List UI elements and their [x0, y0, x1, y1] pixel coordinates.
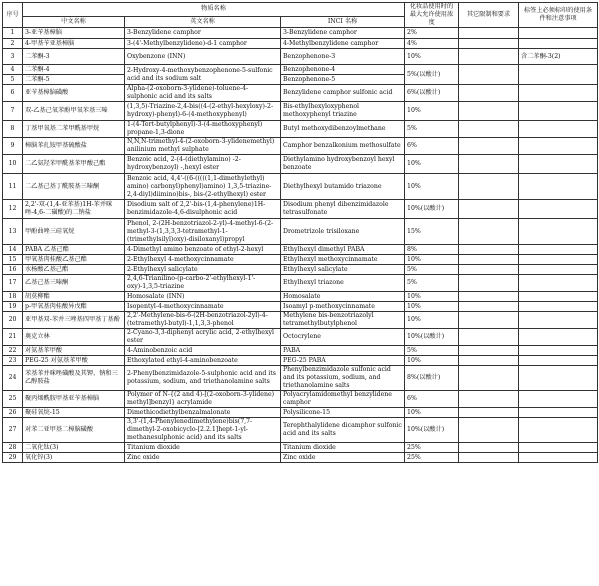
table-row: [3, 302, 598, 312]
cell-other: [459, 49, 519, 65]
cell-label: [519, 155, 598, 174]
cell-label: [519, 292, 598, 302]
cell-inci: Benzophenone-3: [281, 49, 405, 65]
cell-label: [519, 255, 598, 265]
header-cn: 中文名称: [23, 16, 125, 27]
cell-other: [459, 453, 519, 463]
cell-cn: PEG-25 对氨基苯甲酸: [23, 356, 125, 366]
cell-label: [519, 39, 598, 49]
table-row: [3, 28, 598, 39]
cell-n: 23: [3, 356, 23, 366]
cell-other: [459, 255, 519, 265]
cell-label: [519, 265, 598, 275]
cell-en: 4-Dimethyl amino benzoate of ethyl-2-hexyl: [125, 245, 281, 255]
cell-cn: PABA 乙基己酯: [23, 245, 125, 255]
cell-max: 5%: [405, 121, 459, 138]
cell-cn: 4-甲基苄亚基樟脑: [23, 39, 125, 49]
cell-n: 8: [3, 121, 23, 138]
cell-en: Zinc oxide: [125, 453, 281, 463]
cell-cn: 甲酚曲唑三硅氧烷: [23, 219, 125, 245]
cell-cn: 2,2'-双-(1,4-亚苯基)1H-苯并咪唑-4,6-二磺酸)的二钠盐: [23, 200, 125, 219]
cell-label: [519, 443, 598, 453]
table-row: [3, 265, 598, 275]
cell-label: [519, 245, 598, 255]
cell-label: [519, 346, 598, 356]
cell-inci: Octocrylene: [281, 329, 405, 346]
cell-n: 4: [3, 65, 23, 75]
cell-n: 28: [3, 443, 23, 453]
cell-max: 8%(以酸计): [405, 366, 459, 391]
cell-inci: Ethylhexyl triazone: [281, 275, 405, 292]
cell-cn: 奥克立林: [23, 329, 125, 346]
cell-max: 2%: [405, 28, 459, 39]
cell-label: [519, 366, 598, 391]
cell-inci: PEG-25 PABA: [281, 356, 405, 366]
header-no: 序号: [3, 3, 23, 28]
cell-n: 24: [3, 366, 23, 391]
cell-inci: Benzophenone-5: [281, 75, 405, 85]
cell-max: 6%(以酸计): [405, 85, 459, 102]
cell-label: [519, 138, 598, 155]
table-body: [3, 28, 598, 463]
cell-label: [519, 275, 598, 292]
cell-en: 2-Ethylhexyl salicylate: [125, 265, 281, 275]
table-row: [3, 292, 598, 302]
cell-n: 13: [3, 219, 23, 245]
cell-n: 1: [3, 28, 23, 39]
cell-n: 7: [3, 102, 23, 121]
cell-n: 26: [3, 408, 23, 418]
cell-inci: Phenylbenzimidazole sulfonic acid and its potassium, sodium, and triethanolamine salts: [281, 366, 405, 391]
cell-max: 10%: [405, 312, 459, 329]
table-row: [3, 39, 598, 49]
cell-cn: 双-乙基己氧苯酚甲氧苯基三嗪: [23, 102, 125, 121]
cell-other: [459, 219, 519, 245]
cell-cn: 二乙氨羟苯甲酰基苯甲酸己酯: [23, 155, 125, 174]
cell-max: 10%: [405, 292, 459, 302]
cell-inci: 4-Methylbenzylidene camphor: [281, 39, 405, 49]
table-row: [3, 174, 598, 200]
cell-cn: 二苯酮-3: [23, 49, 125, 65]
cell-max: 25%: [405, 453, 459, 463]
cell-cn: 二乙基己基丁酰胺基三嗪酮: [23, 174, 125, 200]
cell-max: 10%: [405, 102, 459, 121]
cell-cn: 3-亚苄基樟脑: [23, 28, 125, 39]
cell-label: [519, 453, 598, 463]
cell-n: 5: [3, 75, 23, 85]
cell-cn: p-甲氧基肉桂酸异戊酯: [23, 302, 125, 312]
cell-n: 3: [3, 49, 23, 65]
cell-other: [459, 366, 519, 391]
cell-label: [519, 329, 598, 346]
cell-label: [519, 174, 598, 200]
cell-other: [459, 391, 519, 408]
cell-other: [459, 418, 519, 443]
header-substance: 物质名称: [23, 3, 405, 17]
cell-en: 1-(4-Tert-butylphenyl)-3-(4-methoxyphenyl) propane-1,3-dione: [125, 121, 281, 138]
header-label: 标签上必须标印的使用条件和注意事项: [519, 3, 598, 28]
cell-en: 2,2'-Methylene-bis-6-(2H-benzotriazol-2yl)-4-(tetramethyl-butyl)-1,1,3,3-phenol: [125, 312, 281, 329]
table-row: [3, 102, 598, 121]
table-row: [3, 346, 598, 356]
cell-other: [459, 65, 519, 85]
table-row: [3, 391, 598, 408]
cell-label: [519, 219, 598, 245]
header-en: 英文名称: [125, 16, 281, 27]
table-row: [3, 49, 598, 65]
table-row: [3, 443, 598, 453]
cell-max: 8%: [405, 245, 459, 255]
cell-max: 4%: [405, 39, 459, 49]
cell-label: [519, 65, 598, 85]
cell-n: 27: [3, 418, 23, 443]
cell-max: 15%: [405, 219, 459, 245]
table-row: [3, 329, 598, 346]
header-other: 其它限制和要求: [459, 3, 519, 28]
cell-en: 2-Cyano-3,3-diphenyl acrylic acid, 2-ethylhexyl ester: [125, 329, 281, 346]
cell-n: 16: [3, 265, 23, 275]
cell-en: Ethoxylated ethyl-4-aminobenzoate: [125, 356, 281, 366]
cell-other: [459, 292, 519, 302]
cell-max: 10%: [405, 155, 459, 174]
cell-inci: Terephthalylidene dicamphor sulfonic acid and its salts: [281, 418, 405, 443]
cell-cn: 丁基甲氧基二苯甲酰基甲烷: [23, 121, 125, 138]
cell-cn: 亚甲基双-苯并三唑基四甲基丁基酚: [23, 312, 125, 329]
cell-inci: Camphor benzalkonium methosulfate: [281, 138, 405, 155]
cell-other: [459, 443, 519, 453]
cell-inci: Benzophenone-4: [281, 65, 405, 75]
cell-en: N,N,N-trimethyl-4-(2-oxoborn-3-ylidenemethyl) anilinium methyl sulphate: [125, 138, 281, 155]
cell-cn: 对苯二亚甲基二樟脑磺酸: [23, 418, 125, 443]
cell-inci: Drometrizole trisiloxane: [281, 219, 405, 245]
cell-en: Disodium salt of 2,2'-bis-(1,4-phenylene)1H-benzimidazole-4,6-disulphonic acid: [125, 200, 281, 219]
cell-cn: 甲氧基肉桂酸乙基己酯: [23, 255, 125, 265]
cell-other: [459, 275, 519, 292]
cell-inci: Homosalate: [281, 292, 405, 302]
cell-other: [459, 102, 519, 121]
cell-cn: 水杨酸乙基己酯: [23, 265, 125, 275]
cell-other: [459, 356, 519, 366]
cell-inci: Ethylhexyl dimethyl PABA: [281, 245, 405, 255]
cell-inci: Diethylhexyl butamido triazone: [281, 174, 405, 200]
cell-cn: 聚丙烯酰胺甲基亚苄基樟脑: [23, 391, 125, 408]
cell-n: 10: [3, 155, 23, 174]
cell-cn: 樟脑苯扎铵甲基硫酸盐: [23, 138, 125, 155]
cell-max: 6%: [405, 391, 459, 408]
cell-en: Benzoic acid, 4,4'-((6-(((((1,1-dimethylethyl) amino) carbonyl)phenyl)amino) 1,3,5-triazine-2,4-diyl)diimino)bis-, bis-(2-ethylhexyl) ester: [125, 174, 281, 200]
cell-n: 21: [3, 329, 23, 346]
cell-max: 5%: [405, 275, 459, 292]
cell-en: Alpha-(2-oxoborn-3-ylidene)-toluene-4-sulphonic acid and its salts: [125, 85, 281, 102]
table-row: [3, 356, 598, 366]
cell-en: Homosalate (INN): [125, 292, 281, 302]
cell-inci: Ethylhexyl methoxycinnamate: [281, 255, 405, 265]
cell-max: 5%(以酸计): [405, 65, 459, 85]
cell-other: [459, 155, 519, 174]
cell-max: 25%: [405, 443, 459, 453]
header-inci: INCI 名称: [281, 16, 405, 27]
cell-other: [459, 346, 519, 356]
table-row: [3, 138, 598, 155]
cell-max: 10%: [405, 174, 459, 200]
cell-en: Benzoic acid, 2-(4-(diethylamino) -2-hydroxybenzoyl) -,hexyl ester: [125, 155, 281, 174]
table-row: [3, 85, 598, 102]
cell-label: [519, 85, 598, 102]
cell-other: [459, 28, 519, 39]
cell-en: Dimethicodiethylbenzalmalonate: [125, 408, 281, 418]
cell-en: Isopentyl-4-methoxycinnamate: [125, 302, 281, 312]
cell-other: [459, 302, 519, 312]
cell-inci: Diethylamino hydroxybenzoyl hexyl benzoate: [281, 155, 405, 174]
cell-en: 2,4,6-Trianilino-(p-carbo-2'-ethylhexyl-1'-oxy)-1,3,5-triazine: [125, 275, 281, 292]
cell-label: [519, 121, 598, 138]
cell-n: 18: [3, 292, 23, 302]
cell-inci: Butyl methoxydibenzoylmethane: [281, 121, 405, 138]
cell-n: 11: [3, 174, 23, 200]
cell-label: [519, 200, 598, 219]
cell-other: [459, 138, 519, 155]
cell-en: Phenol, 2-(2H-benzotriazol-2-yl)-4-methyl-6-(2-methyl-3-(1,3,3,3-tetramethyl-1-(trimethylsilyl)oxy)-disiloxanyl)propyl: [125, 219, 281, 245]
cell-cn: 苯基苯并咪唑磺酸及其钾、钠和三乙醇胺盐: [23, 366, 125, 391]
cell-inci: Ethylhexyl salicylate: [281, 265, 405, 275]
cell-label: [519, 28, 598, 39]
cell-cn: 聚硅氧烷-15: [23, 408, 125, 418]
cell-max: 10%(以酸计): [405, 418, 459, 443]
cell-cn: 对氨基苯甲酸: [23, 346, 125, 356]
cell-max: 5%: [405, 346, 459, 356]
cell-n: 29: [3, 453, 23, 463]
cell-inci: Polyacrylamidomethyl benzylidene camphor: [281, 391, 405, 408]
header-max-conc: 化妆品使用时的最大允许使用浓度: [405, 3, 459, 28]
cell-n: 15: [3, 255, 23, 265]
cell-n: 25: [3, 391, 23, 408]
cell-n: 22: [3, 346, 23, 356]
cell-n: 9: [3, 138, 23, 155]
cell-en: (1,3,5)-Triazine-2,4-bis((4-(2-ethyl-hexyloxy)-2-hydroxy)-phenyl)-6-(4-methoxyphenyl): [125, 102, 281, 121]
cell-label: [519, 391, 598, 408]
cell-max: 10%: [405, 302, 459, 312]
table-row: [3, 245, 598, 255]
cell-other: [459, 174, 519, 200]
cell-other: [459, 245, 519, 255]
cell-en: Polymer of N-{(2 and 4)-[(2-oxoborn-3-ylidene) methyl]benzyl} acrylamide: [125, 391, 281, 408]
cell-label: 含二苯酮-3(2): [519, 49, 598, 65]
cell-inci: Polysilicone-15: [281, 408, 405, 418]
cell-en: 3-(4'-Methylbenzylidene)-d-1 camphor: [125, 39, 281, 49]
cell-en: 2-Ethylhexyl 4-methoxycinnamate: [125, 255, 281, 265]
cell-other: [459, 85, 519, 102]
table-row: [3, 366, 598, 391]
cell-n: 19: [3, 302, 23, 312]
cell-n: 17: [3, 275, 23, 292]
table-row: [3, 121, 598, 138]
cell-en: Titanium dioxide: [125, 443, 281, 453]
cell-max: 10%(以酸计): [405, 200, 459, 219]
cell-en: 2-Hydroxy-4-methoxybenzophenone-5-sulfonic acid and its sodium salt: [125, 65, 281, 85]
cell-other: [459, 329, 519, 346]
table-row: [3, 408, 598, 418]
cell-other: [459, 312, 519, 329]
cell-en: 4-Aminobenzoic acid: [125, 346, 281, 356]
cell-label: [519, 418, 598, 443]
cell-label: [519, 312, 598, 329]
cell-max: 10%(以酸计): [405, 329, 459, 346]
table-row: [3, 65, 598, 75]
cell-inci: Zinc oxide: [281, 453, 405, 463]
cell-max: 10%: [405, 356, 459, 366]
uv-filter-table: [2, 2, 598, 463]
cell-label: [519, 102, 598, 121]
cell-inci: Benzylidene camphor sulfonic acid: [281, 85, 405, 102]
cell-other: [459, 265, 519, 275]
cell-cn: 乙基己基三嗪酮: [23, 275, 125, 292]
cell-inci: Methylene bis-benzotriazolyl tetramethylbutylphenol: [281, 312, 405, 329]
cell-label: [519, 408, 598, 418]
cell-max: 10%: [405, 49, 459, 65]
table-row: [3, 219, 598, 245]
cell-max: 10%: [405, 255, 459, 265]
table-row: [3, 453, 598, 463]
cell-other: [459, 121, 519, 138]
cell-other: [459, 200, 519, 219]
cell-label: [519, 356, 598, 366]
cell-en: 3-Benzylidene camphor: [125, 28, 281, 39]
table-row: [3, 255, 598, 265]
cell-other: [459, 39, 519, 49]
cell-n: 2: [3, 39, 23, 49]
cell-n: 12: [3, 200, 23, 219]
cell-max: 10%: [405, 408, 459, 418]
cell-label: [519, 302, 598, 312]
cell-inci: Disodium phenyl dibenzimidazole tetrasulfonate: [281, 200, 405, 219]
cell-inci: PABA: [281, 346, 405, 356]
table-row: [3, 200, 598, 219]
table-row: [3, 275, 598, 292]
cell-inci: Bis-ethylhexyloxyphenol methoxyphenyl triazine: [281, 102, 405, 121]
cell-cn: 氧化锌(3): [23, 453, 125, 463]
cell-cn: 二氧化钛(3): [23, 443, 125, 453]
cell-inci: Isoamyl p-methoxycinnamate: [281, 302, 405, 312]
cell-n: 14: [3, 245, 23, 255]
cell-n: 20: [3, 312, 23, 329]
cell-n: 6: [3, 85, 23, 102]
table-row: [3, 312, 598, 329]
cell-en: 3,3'-(1,4-Phenylenedimethylene)bis(7,7-dimethyl-2-oxobicyclo-[2.2.1]hept-1-yl-methanesulphonic acid) and its salts: [125, 418, 281, 443]
table-row: [3, 155, 598, 174]
cell-inci: Titanium dioxide: [281, 443, 405, 453]
cell-en: 2-Phenylbenzimidazole-5-sulphonic acid and its potassium, sodium, and triethanolamine salts: [125, 366, 281, 391]
cell-max: 6%: [405, 138, 459, 155]
cell-max: 5%: [405, 265, 459, 275]
cell-cn: 胡莫柳酯: [23, 292, 125, 302]
cell-en: Oxybenzone (INN): [125, 49, 281, 65]
cell-cn: 亚苄基樟脑磺酸: [23, 85, 125, 102]
table-row: [3, 418, 598, 443]
cell-cn: 二苯酮-5: [23, 75, 125, 85]
cell-other: [459, 408, 519, 418]
cell-cn: 二苯酮-4: [23, 65, 125, 75]
cell-inci: 3-Benzylidene camphor: [281, 28, 405, 39]
